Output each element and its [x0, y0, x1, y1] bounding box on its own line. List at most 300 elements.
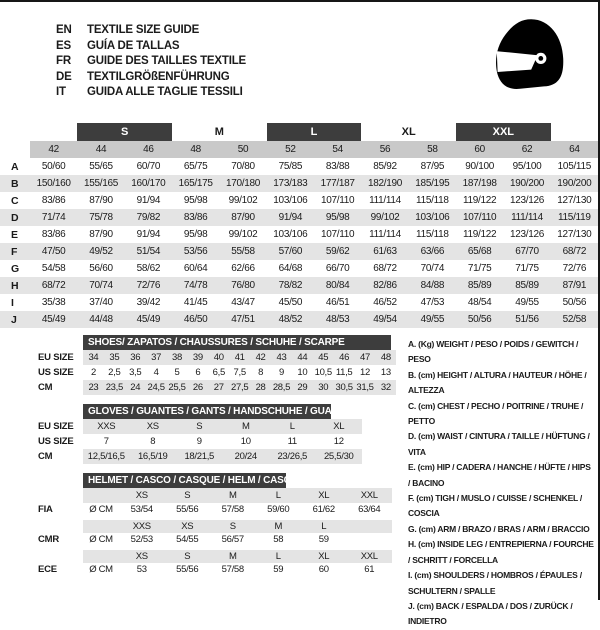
- measurement-value: 115/118: [416, 229, 449, 240]
- measurement-value: 79/82: [125, 209, 172, 226]
- helmet-size-label: XS: [119, 488, 165, 503]
- measurement-value: 119/122: [463, 229, 497, 240]
- measurement-value: 45/49: [125, 311, 172, 328]
- measurement-value: 83/86: [41, 195, 66, 206]
- cell-value: 28,5: [272, 382, 291, 393]
- measurement-value: 90/100: [465, 161, 495, 172]
- measurement-value: 68/72: [373, 263, 397, 274]
- row-label: EU SIZE: [38, 421, 74, 432]
- measurement-value: 45/49: [30, 311, 77, 328]
- table-row: [0, 380, 396, 395]
- legend-item: F. (cm) TIGH / MUSLO / CUISSE / SCHENKEL / COSCIA: [408, 493, 583, 519]
- spacer-cell: [0, 141, 30, 158]
- cell-value: 27,5: [231, 382, 249, 393]
- size-number-row: [0, 141, 598, 158]
- measurement-value: 75/78: [77, 209, 124, 226]
- cell-value: 6,5: [212, 367, 225, 378]
- helmet-size-label: M: [256, 518, 302, 533]
- measurement-value: 48/52: [267, 311, 314, 328]
- certification-label: ECE: [0, 563, 83, 578]
- helmet-value: 58: [256, 533, 302, 548]
- measurement-value: 67/70: [503, 243, 550, 260]
- measurement-value: 185/195: [409, 175, 456, 192]
- measurement-value: 111/114: [369, 195, 401, 206]
- page-header: [0, 2, 598, 123]
- cell-value: 8: [258, 367, 264, 378]
- measurement-value: 50/60: [41, 161, 66, 172]
- cell-value: 7: [103, 436, 109, 447]
- helmet-size-label: XS: [165, 518, 211, 533]
- measurement-value: 65/75: [183, 161, 208, 172]
- helmet-size-row: [0, 548, 392, 563]
- measurement-value: 111/114: [369, 229, 401, 240]
- row-letter: B: [0, 175, 30, 192]
- helmet-table-title: HELMET / CASCO / CASQUE / HELM / CASCO: [83, 473, 286, 488]
- bottom-section: [0, 335, 598, 630]
- helmet-size-label: S: [165, 548, 211, 563]
- language-code: FR: [56, 55, 71, 68]
- measurement-value: 39/42: [136, 297, 161, 308]
- measurement-value: 99/102: [361, 209, 408, 226]
- measurement-value: 71/74: [30, 209, 77, 226]
- measurement-value: 60/70: [136, 161, 161, 172]
- measurement-value: 37/40: [89, 297, 113, 308]
- measurement-value: 72/76: [125, 277, 172, 294]
- measurement-value: 99/102: [228, 229, 258, 240]
- legend-item: E. (cm) HIP / CADERA / HANCHE / HÜFTE / HIPS / BACINO: [408, 462, 591, 488]
- measurement-value: 63/66: [409, 243, 456, 260]
- measurement-value: 68/72: [551, 243, 598, 260]
- language-list: [56, 23, 246, 123]
- measurement-legend: [398, 335, 598, 630]
- certification-label: CMR: [0, 533, 83, 548]
- measurement-value: 56/60: [89, 263, 113, 274]
- helmet-icon: [488, 15, 568, 105]
- measurement-value: 85/89: [503, 277, 550, 294]
- measurement-value: 127/130: [557, 195, 592, 206]
- size-group-row: [0, 123, 598, 141]
- cell-value: 41: [229, 350, 250, 365]
- cell-value: 32: [375, 380, 396, 395]
- measurement-value: 65/68: [456, 243, 503, 260]
- unit-label: Ø CM: [83, 503, 119, 518]
- cell-value: 10: [297, 367, 308, 378]
- helmet-value: 59/60: [256, 503, 302, 518]
- measurement-value: 91/94: [136, 195, 161, 206]
- table-row: [0, 419, 362, 434]
- cell-value: 12,5/16,5: [83, 449, 130, 464]
- cell-value: 36: [125, 350, 146, 365]
- measurement-value: 103/106: [273, 195, 308, 206]
- cell-value: 25,5/30: [316, 449, 363, 464]
- measurement-value: 87/91: [551, 277, 598, 294]
- measurement-value: 83/86: [172, 209, 219, 226]
- cell-value: 31,5: [356, 382, 374, 393]
- language-row: [56, 70, 246, 86]
- cell-value: M: [223, 419, 270, 434]
- shoes-table-title: SHOES/ ZAPATOS / CHAUSSURES / SCHUHE / SCARPE: [83, 335, 391, 350]
- measurement-value: 91/94: [267, 209, 314, 226]
- helmet-cert-table: [0, 488, 392, 580]
- measurement-value: 182/190: [361, 175, 408, 192]
- helmet-value: 59: [301, 533, 347, 548]
- size-number: 58: [409, 141, 456, 158]
- size-number: 44: [77, 141, 124, 158]
- cell-value: 46: [334, 350, 355, 365]
- legend-item: A. (Kg) WEIGHT / PESO / POIDS / GEWITCH / PESO: [408, 339, 579, 365]
- measurement-value: 78/82: [267, 277, 314, 294]
- row-letter: A: [11, 160, 19, 173]
- legend-item: C. (cm) CHEST / PECHO / POITRINE / TRUHE / PETTO: [408, 400, 584, 427]
- shoes-section: [0, 335, 398, 395]
- measurement-value: 111/114: [503, 209, 550, 226]
- row-letter: F: [0, 243, 30, 260]
- measurement-value: 87/95: [420, 161, 445, 172]
- measurement-value: 85/89: [456, 277, 503, 294]
- cell-value: 24,5: [147, 382, 165, 393]
- measurement-row: [0, 175, 598, 192]
- legend-item: G. (cm) ARM / BRAZO / BRAS / ARM / BRACCIO: [408, 523, 590, 534]
- helmet-size-label: XL: [301, 488, 347, 503]
- measurement-value: 115/119: [551, 209, 598, 226]
- cell-value: 20/24: [223, 449, 270, 464]
- measurement-value: 66/70: [325, 263, 350, 274]
- measurement-value: 95/98: [183, 195, 208, 206]
- measurement-value: 49/52: [77, 243, 124, 260]
- measurement-value: 83/86: [41, 229, 66, 240]
- measurement-value: 55/65: [89, 161, 113, 172]
- row-letter: J: [0, 311, 30, 328]
- measurement-value: 45/50: [278, 297, 303, 308]
- measurement-value: 87/90: [89, 195, 113, 206]
- measurement-value: 64/68: [278, 263, 303, 274]
- measurement-value: 187/198: [456, 175, 503, 192]
- cell-value: 16,5/19: [130, 449, 177, 464]
- helmet-value: [347, 533, 393, 548]
- measurement-value: 74/78: [172, 277, 219, 294]
- language-code: ES: [56, 39, 71, 52]
- helmet-size-label: L: [301, 518, 347, 533]
- size-group-label: [551, 123, 598, 141]
- measurement-value: 87/90: [219, 209, 266, 226]
- measurement-value: 72/76: [562, 263, 587, 274]
- table-row: [0, 449, 362, 464]
- cell-value: 12: [360, 367, 370, 378]
- helmet-value: 57/58: [210, 503, 256, 518]
- language-code: IT: [56, 86, 66, 99]
- measurement-value: 54/58: [41, 263, 66, 274]
- cell-value: 11: [287, 436, 297, 447]
- measurement-value: 127/130: [557, 229, 592, 240]
- measurement-value: 60/64: [183, 263, 208, 274]
- cell-value: 43: [271, 350, 292, 365]
- table-row: [0, 365, 396, 380]
- measurement-value: 85/92: [373, 161, 397, 172]
- cell-value: 7,5: [233, 367, 246, 378]
- measurement-row: [0, 226, 598, 243]
- measurement-value: 58/62: [136, 263, 161, 274]
- measurement-value: 44/48: [77, 311, 124, 328]
- size-number: 46: [125, 141, 172, 158]
- legend-item: J. (cm) BACK / ESPALDA / DOS / ZURÜCK / INDIETRO: [408, 600, 573, 627]
- cell-value: 9: [278, 367, 284, 378]
- measurement-value: 155/165: [77, 175, 124, 192]
- row-label: EU SIZE: [38, 352, 74, 363]
- measurement-value: 103/106: [273, 229, 308, 240]
- cell-value: 10: [240, 436, 251, 447]
- spacer-cell: [83, 548, 119, 563]
- measurement-value: 150/160: [30, 175, 77, 192]
- measurement-value: 80/84: [314, 277, 361, 294]
- helmet-size-label: [347, 518, 393, 533]
- cell-value: 27: [208, 380, 229, 395]
- measurement-value: 70/74: [77, 277, 124, 294]
- cell-value: 5: [174, 367, 180, 378]
- measurement-value: 76/80: [219, 277, 266, 294]
- cell-value: 3,5: [129, 367, 142, 378]
- size-number: 56: [361, 141, 408, 158]
- language-row: [56, 85, 246, 101]
- helmet-value: 61: [347, 563, 393, 578]
- measurement-value: 91/94: [136, 229, 161, 240]
- table-row: [0, 434, 362, 449]
- helmet-size-row: [0, 488, 392, 503]
- helmet-size-label: S: [210, 518, 256, 533]
- measurement-value: 177/187: [314, 175, 361, 192]
- cell-value: S: [176, 419, 223, 434]
- spacer-cell: [0, 518, 83, 533]
- helmet-value-row: [0, 533, 392, 548]
- helmet-size-label: XL: [301, 548, 347, 563]
- cell-value: 25,5: [168, 382, 186, 393]
- main-size-table: [0, 123, 598, 328]
- cell-value: 45: [313, 350, 334, 365]
- gloves-section: [0, 404, 398, 464]
- helmet-size-label: XS: [119, 548, 165, 563]
- spacer-cell: [0, 548, 83, 563]
- helmet-value: 60: [301, 563, 347, 578]
- cell-value: 48: [375, 350, 396, 365]
- cell-value: 24: [125, 380, 146, 395]
- measurement-value: 75/85: [278, 161, 303, 172]
- measurement-row: [0, 260, 598, 277]
- helmet-size-label: S: [165, 488, 211, 503]
- measurement-value: 47/50: [30, 243, 77, 260]
- measurement-value: 46/52: [373, 297, 397, 308]
- measurement-value: 35/38: [41, 297, 66, 308]
- measurement-row: [0, 209, 598, 226]
- helmet-value: 63/64: [347, 503, 393, 518]
- measurement-row: [0, 277, 598, 294]
- row-label: CM: [38, 451, 53, 462]
- measurement-value: 53/56: [172, 243, 219, 260]
- cell-value: 23: [83, 380, 104, 395]
- measurement-value: 68/72: [30, 277, 77, 294]
- measurement-value: 190/200: [551, 175, 598, 192]
- cell-value: L: [269, 419, 316, 434]
- measurement-value: 170/180: [219, 175, 266, 192]
- measurement-value: 57/60: [267, 243, 314, 260]
- measurement-value: 165/175: [172, 175, 219, 192]
- measurement-value: 95/98: [183, 229, 208, 240]
- gloves-table-title: GLOVES / GUANTES / GANTS / HANDSCHUHE / GUANTI: [83, 404, 331, 419]
- cell-value: 29: [292, 380, 313, 395]
- measurement-value: 70/80: [231, 161, 255, 172]
- size-number: 48: [172, 141, 219, 158]
- unit-label: Ø CM: [83, 563, 119, 578]
- measurement-value: 83/88: [325, 161, 350, 172]
- measurement-value: 107/110: [321, 229, 355, 240]
- helmet-value: 57/58: [210, 563, 256, 578]
- helmet-size-label: XXL: [347, 488, 393, 503]
- measurement-value: 49/54: [361, 311, 408, 328]
- measurement-value: 46/50: [172, 311, 219, 328]
- size-group-label: S: [77, 123, 172, 141]
- spacer: [0, 473, 83, 488]
- row-label: US SIZE: [38, 367, 74, 378]
- legend-item: H. (cm) INSIDE LEG / ENTREPIERNA / FOURCHE / SCHRITT / FORCELLA: [408, 539, 594, 565]
- cell-value: 28: [250, 380, 271, 395]
- measurement-value: 173/183: [267, 175, 314, 192]
- helmet-value-row: [0, 503, 392, 518]
- language-text: GUIDE DES TAILLES TEXTILE: [87, 55, 246, 68]
- spacer-cell: [0, 123, 30, 141]
- spacer-cell: [0, 488, 83, 503]
- helmet-size-label: L: [256, 488, 302, 503]
- measurement-value: 49/55: [515, 297, 539, 308]
- cell-value: 10,5: [314, 367, 332, 378]
- row-letter: D: [0, 209, 30, 226]
- sub-tables-column: [0, 335, 398, 630]
- language-text: GUÍA DE TALLAS: [87, 39, 180, 52]
- measurement-value: 71/75: [515, 263, 539, 274]
- measurement-value: 95/98: [314, 209, 361, 226]
- helmet-size-label: M: [210, 488, 256, 503]
- helmet-size-label: XXS: [119, 518, 165, 533]
- measurement-value: 41/45: [183, 297, 208, 308]
- measurement-row: [0, 158, 598, 175]
- cell-value: 37: [146, 350, 167, 365]
- measurement-value: 119/122: [463, 195, 497, 206]
- cell-value: 23,5: [105, 382, 123, 393]
- measurement-value: 95/100: [512, 161, 542, 172]
- helmet-size-row: [0, 518, 392, 533]
- helmet-icon-wrap: [488, 15, 568, 123]
- certification-label: FIA: [0, 503, 83, 518]
- language-text: GUIDA ALLE TAGLIE TESSILI: [87, 86, 243, 99]
- helmet-value: 56/57: [210, 533, 256, 548]
- measurement-value: 47/53: [420, 297, 445, 308]
- row-label: CM: [38, 382, 53, 393]
- row-letter: E: [11, 228, 18, 241]
- helmet-value: 54/55: [165, 533, 211, 548]
- language-text: TEXTILGRÖßENFÜHRUNG: [87, 70, 230, 83]
- measurement-value: 123/126: [509, 195, 545, 206]
- cell-value: 42: [250, 350, 271, 365]
- measurement-value: 160/170: [125, 175, 172, 192]
- row-letter: C: [11, 194, 19, 207]
- cell-value: 26: [187, 380, 208, 395]
- cell-value: 18/21,5: [176, 449, 223, 464]
- size-number: 64: [551, 141, 598, 158]
- cell-value: XL: [316, 419, 363, 434]
- measurement-value: 71/75: [467, 263, 492, 274]
- cell-value: 23/26,5: [269, 449, 316, 464]
- measurement-value: 82/86: [361, 277, 408, 294]
- table-row: [0, 350, 396, 365]
- cell-value: 30,5: [335, 382, 353, 393]
- gloves-table: [0, 419, 362, 464]
- spacer-cell: [83, 518, 119, 533]
- legend-item: B. (cm) HEIGHT / ALTURA / HAUTEUR / HÖHE / ALTEZZA: [408, 369, 587, 396]
- language-code: EN: [56, 24, 72, 36]
- size-number: 60: [456, 141, 503, 158]
- measurement-row: [0, 192, 598, 209]
- cell-value: 30: [313, 380, 334, 395]
- measurement-row: [0, 243, 598, 260]
- cell-value: 2: [90, 367, 96, 378]
- helmet-value: 52/53: [119, 533, 165, 548]
- size-number: 42: [30, 141, 77, 158]
- measurement-value: 99/102: [228, 195, 258, 206]
- row-letter: H: [0, 277, 30, 294]
- measurement-value: 105/115: [557, 161, 591, 172]
- measurement-value: 55/58: [219, 243, 266, 260]
- measurement-value: 70/74: [420, 263, 445, 274]
- measurement-value: 115/118: [416, 195, 449, 206]
- helmet-value-row: [0, 563, 392, 578]
- measurement-value: 48/53: [314, 311, 361, 328]
- row-letter: I: [11, 296, 14, 309]
- size-group-label: XL: [401, 126, 416, 138]
- size-group-label: L: [267, 123, 362, 141]
- legend-item: I. (cm) SHOULDERS / HOMBROS / ÉPAULES / SCHULTERN / SPALLE: [408, 570, 582, 596]
- spacer: [0, 335, 83, 350]
- cell-value: 6: [195, 367, 201, 378]
- size-number: 62: [503, 141, 550, 158]
- helmet-value: 53/54: [119, 503, 165, 518]
- measurement-value: 190/200: [503, 175, 550, 192]
- measurement-value: 48/54: [467, 297, 492, 308]
- helmet-value: 59: [256, 563, 302, 578]
- cell-value: 2,5: [108, 367, 121, 378]
- cell-value: 44: [292, 350, 313, 365]
- cell-value: 35: [104, 350, 125, 365]
- size-number: 54: [314, 141, 361, 158]
- measurement-row: [0, 294, 598, 311]
- cell-value: 4: [153, 367, 159, 378]
- measurement-row: [0, 311, 598, 328]
- measurement-value: 50/56: [456, 311, 503, 328]
- measurement-value: 84/88: [409, 277, 456, 294]
- cell-value: XS: [130, 419, 177, 434]
- measurement-value: 59/62: [314, 243, 361, 260]
- helmet-value: 61/62: [301, 503, 347, 518]
- size-group-label: [30, 123, 77, 141]
- shoes-table: [0, 350, 396, 395]
- spacer: [0, 404, 83, 419]
- language-row: [56, 23, 246, 39]
- cell-value: 13: [380, 367, 391, 378]
- size-group-label: M: [214, 126, 224, 138]
- measurement-value: 62/66: [231, 263, 255, 274]
- language-text: TEXTILE SIZE GUIDE: [87, 24, 200, 36]
- helmet-size-label: M: [210, 548, 256, 563]
- helmet-value: 55/56: [165, 563, 211, 578]
- language-row: [56, 54, 246, 70]
- cell-value: 40: [208, 350, 229, 365]
- measurement-value: 49/55: [409, 311, 456, 328]
